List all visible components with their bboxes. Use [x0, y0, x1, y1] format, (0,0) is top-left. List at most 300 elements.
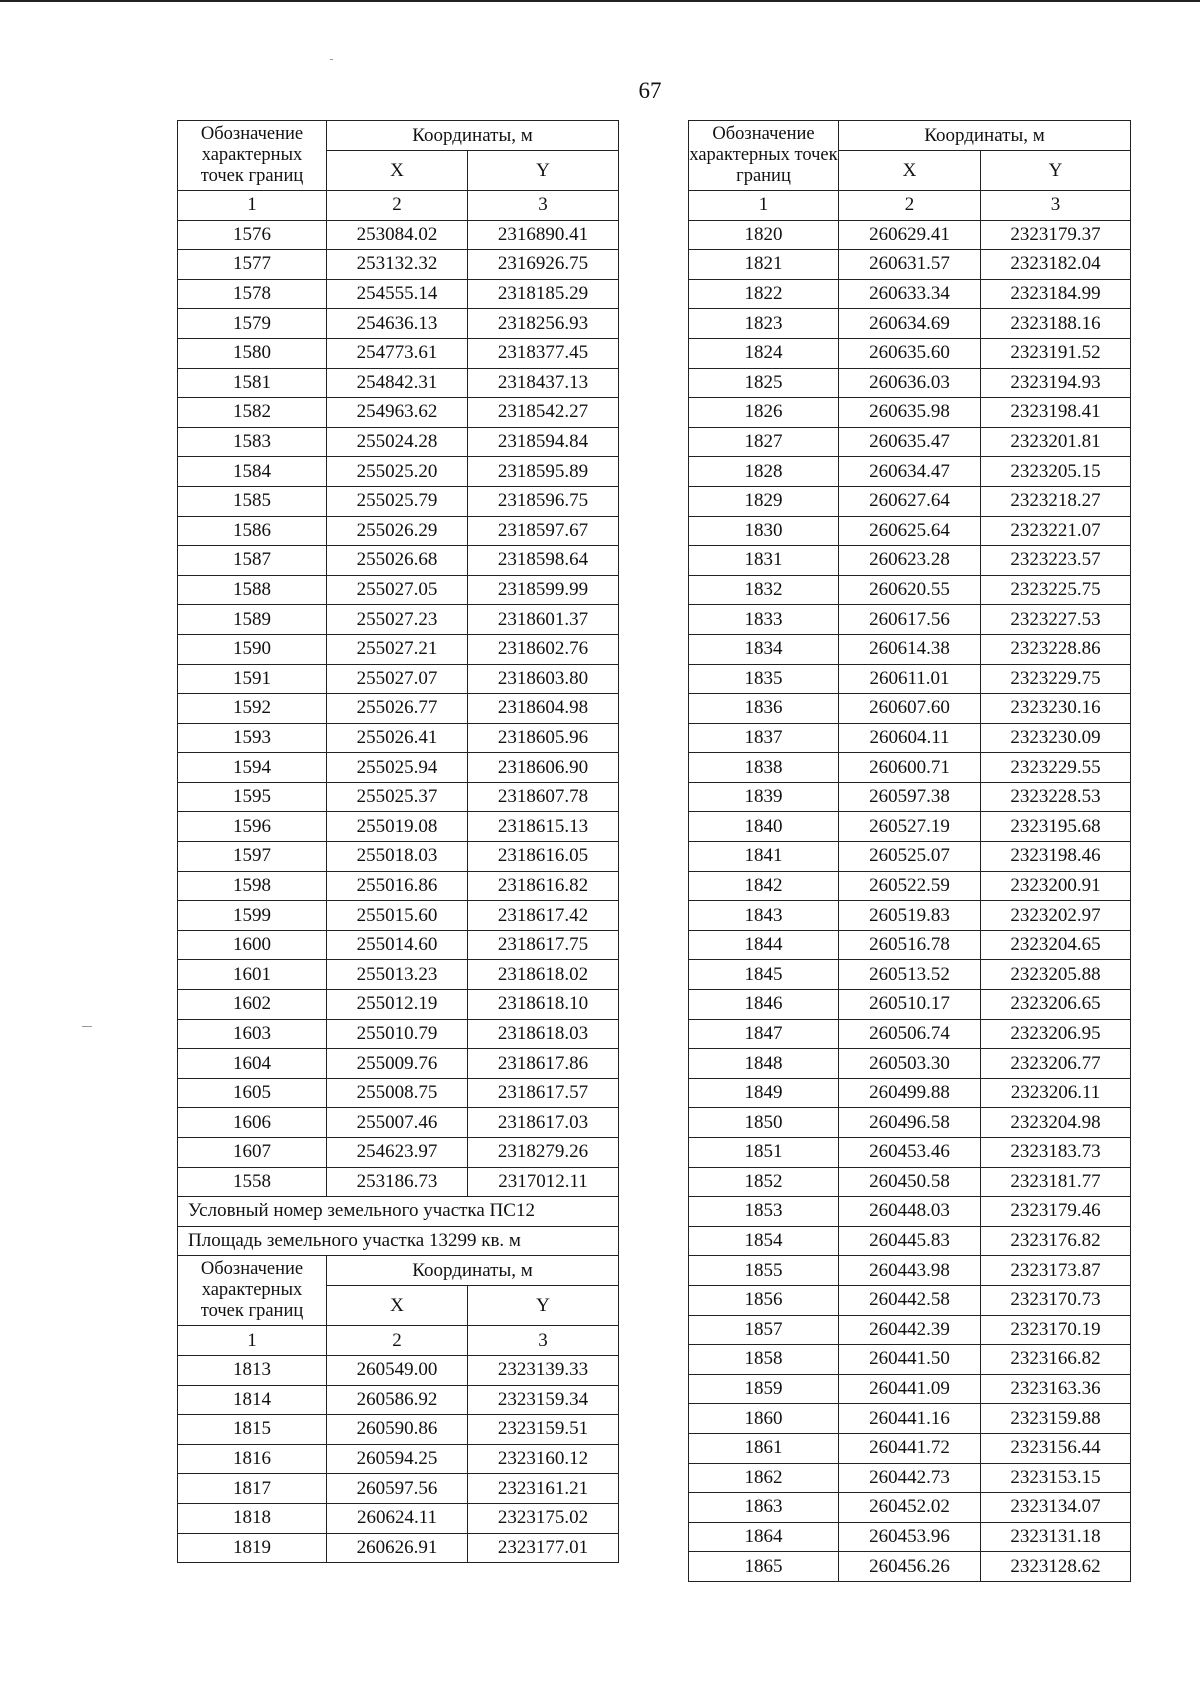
point-id: 1827	[689, 427, 839, 457]
coord-x: 260453.46	[839, 1138, 981, 1168]
point-id: 1859	[689, 1374, 839, 1404]
table-row	[689, 812, 1131, 842]
point-id: 1832	[689, 575, 839, 605]
table-row	[689, 723, 1131, 753]
coordinates-table-left	[177, 120, 619, 1563]
coord-x: 260636.03	[839, 368, 981, 398]
table-row	[689, 1493, 1131, 1523]
coord-x: 260452.02	[839, 1493, 981, 1523]
coord-x: 260625.64	[839, 516, 981, 546]
coord-y: 2318616.05	[468, 842, 619, 872]
header-x: X	[327, 1286, 468, 1326]
table-row	[178, 605, 619, 635]
coord-x: 255007.46	[327, 1108, 468, 1138]
coord-y: 2323179.46	[981, 1197, 1131, 1227]
point-id: 1849	[689, 1078, 839, 1108]
table-row	[689, 1315, 1131, 1345]
coord-y: 2318185.29	[468, 279, 619, 309]
table-row	[178, 309, 619, 339]
header-designation: Обозначение характерных точек границ	[178, 121, 327, 191]
point-id: 1600	[178, 930, 327, 960]
coord-y: 2317012.11	[468, 1167, 619, 1197]
coord-y: 2323205.88	[981, 960, 1131, 990]
coord-y: 2318617.42	[468, 901, 619, 931]
coord-x: 260510.17	[839, 990, 981, 1020]
coord-y: 2323191.52	[981, 338, 1131, 368]
coord-x: 260634.69	[839, 309, 981, 339]
table-row	[689, 1108, 1131, 1138]
coord-y: 2318616.82	[468, 871, 619, 901]
point-id: 1586	[178, 516, 327, 546]
coord-y: 2323176.82	[981, 1226, 1131, 1256]
coord-x: 260635.47	[839, 427, 981, 457]
coord-x: 260617.56	[839, 605, 981, 635]
coord-x: 255024.28	[327, 427, 468, 457]
point-id: 1818	[178, 1503, 327, 1533]
table-row	[178, 1444, 619, 1474]
scan-mark	[330, 59, 333, 60]
point-id: 1836	[689, 694, 839, 724]
coord-y: 2318615.13	[468, 812, 619, 842]
point-id: 1821	[689, 250, 839, 280]
header-row	[178, 1256, 619, 1286]
point-id: 1604	[178, 1049, 327, 1079]
coord-y: 2323227.53	[981, 605, 1131, 635]
point-id: 1587	[178, 546, 327, 576]
coord-y: 2323159.51	[468, 1415, 619, 1445]
table-row	[178, 1078, 619, 1108]
point-id: 1828	[689, 457, 839, 487]
coord-y: 2318598.64	[468, 546, 619, 576]
point-id: 1857	[689, 1315, 839, 1345]
header-x: X	[327, 151, 468, 191]
coord-x: 255013.23	[327, 960, 468, 990]
point-id: 1602	[178, 990, 327, 1020]
point-id: 1822	[689, 279, 839, 309]
table-row	[689, 575, 1131, 605]
coord-x: 254636.13	[327, 309, 468, 339]
table-row	[178, 1503, 619, 1533]
coord-x: 253132.32	[327, 250, 468, 280]
header-x: X	[839, 151, 981, 191]
table-row	[178, 634, 619, 664]
coord-x: 260448.03	[839, 1197, 981, 1227]
coord-y: 2318606.90	[468, 753, 619, 783]
coord-y: 2323230.16	[981, 694, 1131, 724]
coord-x: 260441.50	[839, 1345, 981, 1375]
table-row	[689, 1285, 1131, 1315]
table-row	[178, 1167, 619, 1197]
coord-y: 2318617.75	[468, 930, 619, 960]
coord-y: 2318617.03	[468, 1108, 619, 1138]
point-id: 1584	[178, 457, 327, 487]
coord-x: 260442.58	[839, 1285, 981, 1315]
table-row	[689, 279, 1131, 309]
point-id: 1834	[689, 634, 839, 664]
point-id: 1830	[689, 516, 839, 546]
table-row	[689, 930, 1131, 960]
table-row	[689, 1167, 1131, 1197]
coord-x: 260597.38	[839, 782, 981, 812]
coord-y: 2318618.02	[468, 960, 619, 990]
table-row	[689, 1552, 1131, 1582]
header-y: Y	[468, 1286, 619, 1326]
header-row	[178, 121, 619, 151]
coord-x: 260604.11	[839, 723, 981, 753]
parcel-area-row-text: Площадь земельного участка 13299 кв. м	[178, 1226, 619, 1256]
table-row	[178, 1385, 619, 1415]
table-row	[178, 279, 619, 309]
column-number: 3	[468, 191, 619, 221]
header-coordinates: Координаты, м	[327, 121, 619, 151]
coord-x: 253186.73	[327, 1167, 468, 1197]
table-row	[178, 1019, 619, 1049]
point-id: 1577	[178, 250, 327, 280]
coord-x: 260631.57	[839, 250, 981, 280]
table-row	[689, 871, 1131, 901]
point-id: 1594	[178, 753, 327, 783]
point-id: 1855	[689, 1256, 839, 1286]
coord-x: 260594.25	[327, 1444, 468, 1474]
coord-x: 260442.39	[839, 1315, 981, 1345]
point-id: 1856	[689, 1285, 839, 1315]
table-row	[178, 694, 619, 724]
parcel-area-row	[178, 1226, 619, 1256]
table-row	[689, 1256, 1131, 1286]
coord-y: 2323195.68	[981, 812, 1131, 842]
coord-y: 2323221.07	[981, 516, 1131, 546]
coord-y: 2323177.01	[468, 1533, 619, 1563]
table-row	[689, 782, 1131, 812]
coord-y: 2323175.02	[468, 1503, 619, 1533]
coord-y: 2318617.86	[468, 1049, 619, 1079]
coord-y: 2323128.62	[981, 1552, 1131, 1582]
coordinates-table-right	[688, 120, 1131, 1582]
column-number: 1	[689, 191, 839, 221]
coord-x: 260522.59	[839, 871, 981, 901]
point-id: 1601	[178, 960, 327, 990]
point-id: 1593	[178, 723, 327, 753]
column-number-row	[178, 1326, 619, 1356]
table-row	[689, 338, 1131, 368]
coord-y: 2323173.87	[981, 1256, 1131, 1286]
point-id: 1823	[689, 309, 839, 339]
point-id: 1585	[178, 486, 327, 516]
coord-x: 255027.21	[327, 634, 468, 664]
point-id: 1582	[178, 398, 327, 428]
table-row	[689, 398, 1131, 428]
coord-y: 2323206.77	[981, 1049, 1131, 1079]
point-id: 1862	[689, 1463, 839, 1493]
coord-y: 2323181.77	[981, 1167, 1131, 1197]
point-id: 1845	[689, 960, 839, 990]
point-id: 1852	[689, 1167, 839, 1197]
point-id: 1835	[689, 664, 839, 694]
coord-y: 2323160.12	[468, 1444, 619, 1474]
coord-y: 2323198.41	[981, 398, 1131, 428]
coord-x: 260527.19	[839, 812, 981, 842]
point-id: 1817	[178, 1474, 327, 1504]
scan-mark	[82, 1026, 92, 1027]
point-id: 1596	[178, 812, 327, 842]
table-row	[178, 546, 619, 576]
coord-x: 255010.79	[327, 1019, 468, 1049]
coord-y: 2323194.93	[981, 368, 1131, 398]
coord-y: 2318279.26	[468, 1138, 619, 1168]
coord-x: 260513.52	[839, 960, 981, 990]
coord-x: 260614.38	[839, 634, 981, 664]
point-id: 1578	[178, 279, 327, 309]
point-id: 1588	[178, 575, 327, 605]
point-id: 1591	[178, 664, 327, 694]
point-id: 1815	[178, 1415, 327, 1445]
coord-x: 260516.78	[839, 930, 981, 960]
table-row	[178, 1415, 619, 1445]
coord-x: 255018.03	[327, 842, 468, 872]
coord-x: 255026.41	[327, 723, 468, 753]
column-number: 3	[468, 1326, 619, 1356]
table-row	[689, 990, 1131, 1020]
coord-x: 255012.19	[327, 990, 468, 1020]
coord-x: 255016.86	[327, 871, 468, 901]
table-row	[689, 901, 1131, 931]
coord-x: 260496.58	[839, 1108, 981, 1138]
coord-x: 260499.88	[839, 1078, 981, 1108]
coord-x: 260633.34	[839, 279, 981, 309]
coord-y: 2323229.75	[981, 664, 1131, 694]
table-row	[178, 812, 619, 842]
coord-x: 253084.02	[327, 220, 468, 250]
point-id: 1581	[178, 368, 327, 398]
left-table-body	[178, 121, 619, 1563]
point-id: 1844	[689, 930, 839, 960]
coord-x: 260586.92	[327, 1385, 468, 1415]
coord-x: 254623.97	[327, 1138, 468, 1168]
table-row	[689, 634, 1131, 664]
table-row	[178, 516, 619, 546]
table-row	[178, 1108, 619, 1138]
coord-y: 2323223.57	[981, 546, 1131, 576]
coord-y: 2323218.27	[981, 486, 1131, 516]
table-row	[178, 250, 619, 280]
right-table-body	[689, 121, 1131, 1582]
coord-x: 255027.05	[327, 575, 468, 605]
column-number: 3	[981, 191, 1131, 221]
coord-y: 2323179.37	[981, 220, 1131, 250]
table-row	[178, 1533, 619, 1563]
table-row	[178, 664, 619, 694]
point-id: 1579	[178, 309, 327, 339]
point-id: 1826	[689, 398, 839, 428]
coord-y: 2323184.99	[981, 279, 1131, 309]
coord-y: 2323163.36	[981, 1374, 1131, 1404]
coord-y: 2323139.33	[468, 1355, 619, 1385]
table-row	[689, 1078, 1131, 1108]
table-row	[689, 1049, 1131, 1079]
column-number: 1	[178, 1326, 327, 1356]
column-number: 2	[327, 191, 468, 221]
coord-y: 2323206.11	[981, 1078, 1131, 1108]
table-row	[178, 1474, 619, 1504]
point-id: 1841	[689, 842, 839, 872]
table-row	[178, 338, 619, 368]
coord-x: 254773.61	[327, 338, 468, 368]
table-row	[178, 1138, 619, 1168]
point-id: 1833	[689, 605, 839, 635]
parcel-number-row	[178, 1197, 619, 1227]
coord-y: 2316926.75	[468, 250, 619, 280]
point-id: 1842	[689, 871, 839, 901]
header-designation: Обозначение характерных точек границ	[689, 121, 839, 191]
table-row	[178, 1049, 619, 1079]
point-id: 1858	[689, 1345, 839, 1375]
coord-y: 2323159.34	[468, 1385, 619, 1415]
coord-x: 260611.01	[839, 664, 981, 694]
point-id: 1558	[178, 1167, 327, 1197]
table-row	[689, 457, 1131, 487]
coord-x: 260635.98	[839, 398, 981, 428]
coord-y: 2323204.98	[981, 1108, 1131, 1138]
coord-y: 2323183.73	[981, 1138, 1131, 1168]
point-id: 1590	[178, 634, 327, 664]
point-id: 1580	[178, 338, 327, 368]
coord-x: 260624.11	[327, 1503, 468, 1533]
point-id: 1589	[178, 605, 327, 635]
coord-y: 2318607.78	[468, 782, 619, 812]
coord-x: 260626.91	[327, 1533, 468, 1563]
coord-y: 2318617.57	[468, 1078, 619, 1108]
coord-y: 2318604.98	[468, 694, 619, 724]
table-row	[689, 960, 1131, 990]
table-row	[689, 605, 1131, 635]
coord-x: 260441.09	[839, 1374, 981, 1404]
coord-x: 254555.14	[327, 279, 468, 309]
page-top-border	[0, 0, 1200, 2]
coord-y: 2318256.93	[468, 309, 619, 339]
coord-x: 260623.28	[839, 546, 981, 576]
coord-y: 2318603.80	[468, 664, 619, 694]
point-id: 1850	[689, 1108, 839, 1138]
parcel-number-row-text: Условный номер земельного участка ПС12	[178, 1197, 619, 1227]
coord-y: 2323205.15	[981, 457, 1131, 487]
coord-y: 2323131.18	[981, 1522, 1131, 1552]
table-row	[178, 990, 619, 1020]
coord-y: 2323206.65	[981, 990, 1131, 1020]
table-row	[689, 1138, 1131, 1168]
coord-x: 260450.58	[839, 1167, 981, 1197]
header-y: Y	[981, 151, 1131, 191]
table-row	[689, 664, 1131, 694]
header-y: Y	[468, 151, 619, 191]
table-row	[689, 1404, 1131, 1434]
coord-y: 2323170.19	[981, 1315, 1131, 1345]
coord-y: 2318602.76	[468, 634, 619, 664]
table-row	[689, 1433, 1131, 1463]
coord-y: 2318595.89	[468, 457, 619, 487]
coord-x: 260443.98	[839, 1256, 981, 1286]
header-designation: Обозначение характерных точек границ	[178, 1256, 327, 1326]
table-row	[689, 1226, 1131, 1256]
coord-y: 2318596.75	[468, 486, 619, 516]
point-id: 1598	[178, 871, 327, 901]
coord-x: 260627.64	[839, 486, 981, 516]
point-id: 1829	[689, 486, 839, 516]
coord-x: 260607.60	[839, 694, 981, 724]
coord-x: 255015.60	[327, 901, 468, 931]
coord-y: 2318618.03	[468, 1019, 619, 1049]
table-row	[689, 220, 1131, 250]
coord-x: 260629.41	[839, 220, 981, 250]
point-id: 1599	[178, 901, 327, 931]
point-id: 1592	[178, 694, 327, 724]
point-id: 1838	[689, 753, 839, 783]
coord-y: 2323159.88	[981, 1404, 1131, 1434]
coord-y: 2318618.10	[468, 990, 619, 1020]
coord-y: 2318605.96	[468, 723, 619, 753]
table-row	[689, 1197, 1131, 1227]
point-id: 1853	[689, 1197, 839, 1227]
table-row	[689, 368, 1131, 398]
coord-y: 2318601.37	[468, 605, 619, 635]
coord-y: 2323230.09	[981, 723, 1131, 753]
header-coordinates: Координаты, м	[839, 121, 1131, 151]
coord-x: 255026.29	[327, 516, 468, 546]
point-id: 1846	[689, 990, 839, 1020]
table-row	[178, 457, 619, 487]
header-coordinates: Координаты, м	[327, 1256, 619, 1286]
coord-x: 255026.68	[327, 546, 468, 576]
coord-y: 2323156.44	[981, 1433, 1131, 1463]
table-row	[178, 398, 619, 428]
coord-y: 2323229.55	[981, 753, 1131, 783]
table-row	[689, 309, 1131, 339]
point-id: 1583	[178, 427, 327, 457]
coord-y: 2323201.81	[981, 427, 1131, 457]
point-id: 1865	[689, 1552, 839, 1582]
table-row	[689, 250, 1131, 280]
table-row	[689, 842, 1131, 872]
table-row	[689, 546, 1131, 576]
coord-x: 260441.72	[839, 1433, 981, 1463]
coord-y: 2323202.97	[981, 901, 1131, 931]
coord-x: 260519.83	[839, 901, 981, 931]
coord-x: 255019.08	[327, 812, 468, 842]
point-id: 1816	[178, 1444, 327, 1474]
coord-y: 2323228.86	[981, 634, 1131, 664]
point-id: 1603	[178, 1019, 327, 1049]
table-row	[178, 930, 619, 960]
point-id: 1825	[689, 368, 839, 398]
coord-y: 2318597.67	[468, 516, 619, 546]
table-row	[689, 1463, 1131, 1493]
table-row	[689, 1345, 1131, 1375]
column-number: 2	[327, 1326, 468, 1356]
coord-y: 2323161.21	[468, 1474, 619, 1504]
coord-y: 2323206.95	[981, 1019, 1131, 1049]
table-row	[178, 782, 619, 812]
column-number: 1	[178, 191, 327, 221]
coord-x: 255008.75	[327, 1078, 468, 1108]
point-id: 1824	[689, 338, 839, 368]
point-id: 1851	[689, 1138, 839, 1168]
point-id: 1819	[178, 1533, 327, 1563]
point-id: 1854	[689, 1226, 839, 1256]
point-id: 1847	[689, 1019, 839, 1049]
coord-x: 260456.26	[839, 1552, 981, 1582]
coord-x: 255025.79	[327, 486, 468, 516]
coord-x: 260597.56	[327, 1474, 468, 1504]
table-row	[689, 694, 1131, 724]
